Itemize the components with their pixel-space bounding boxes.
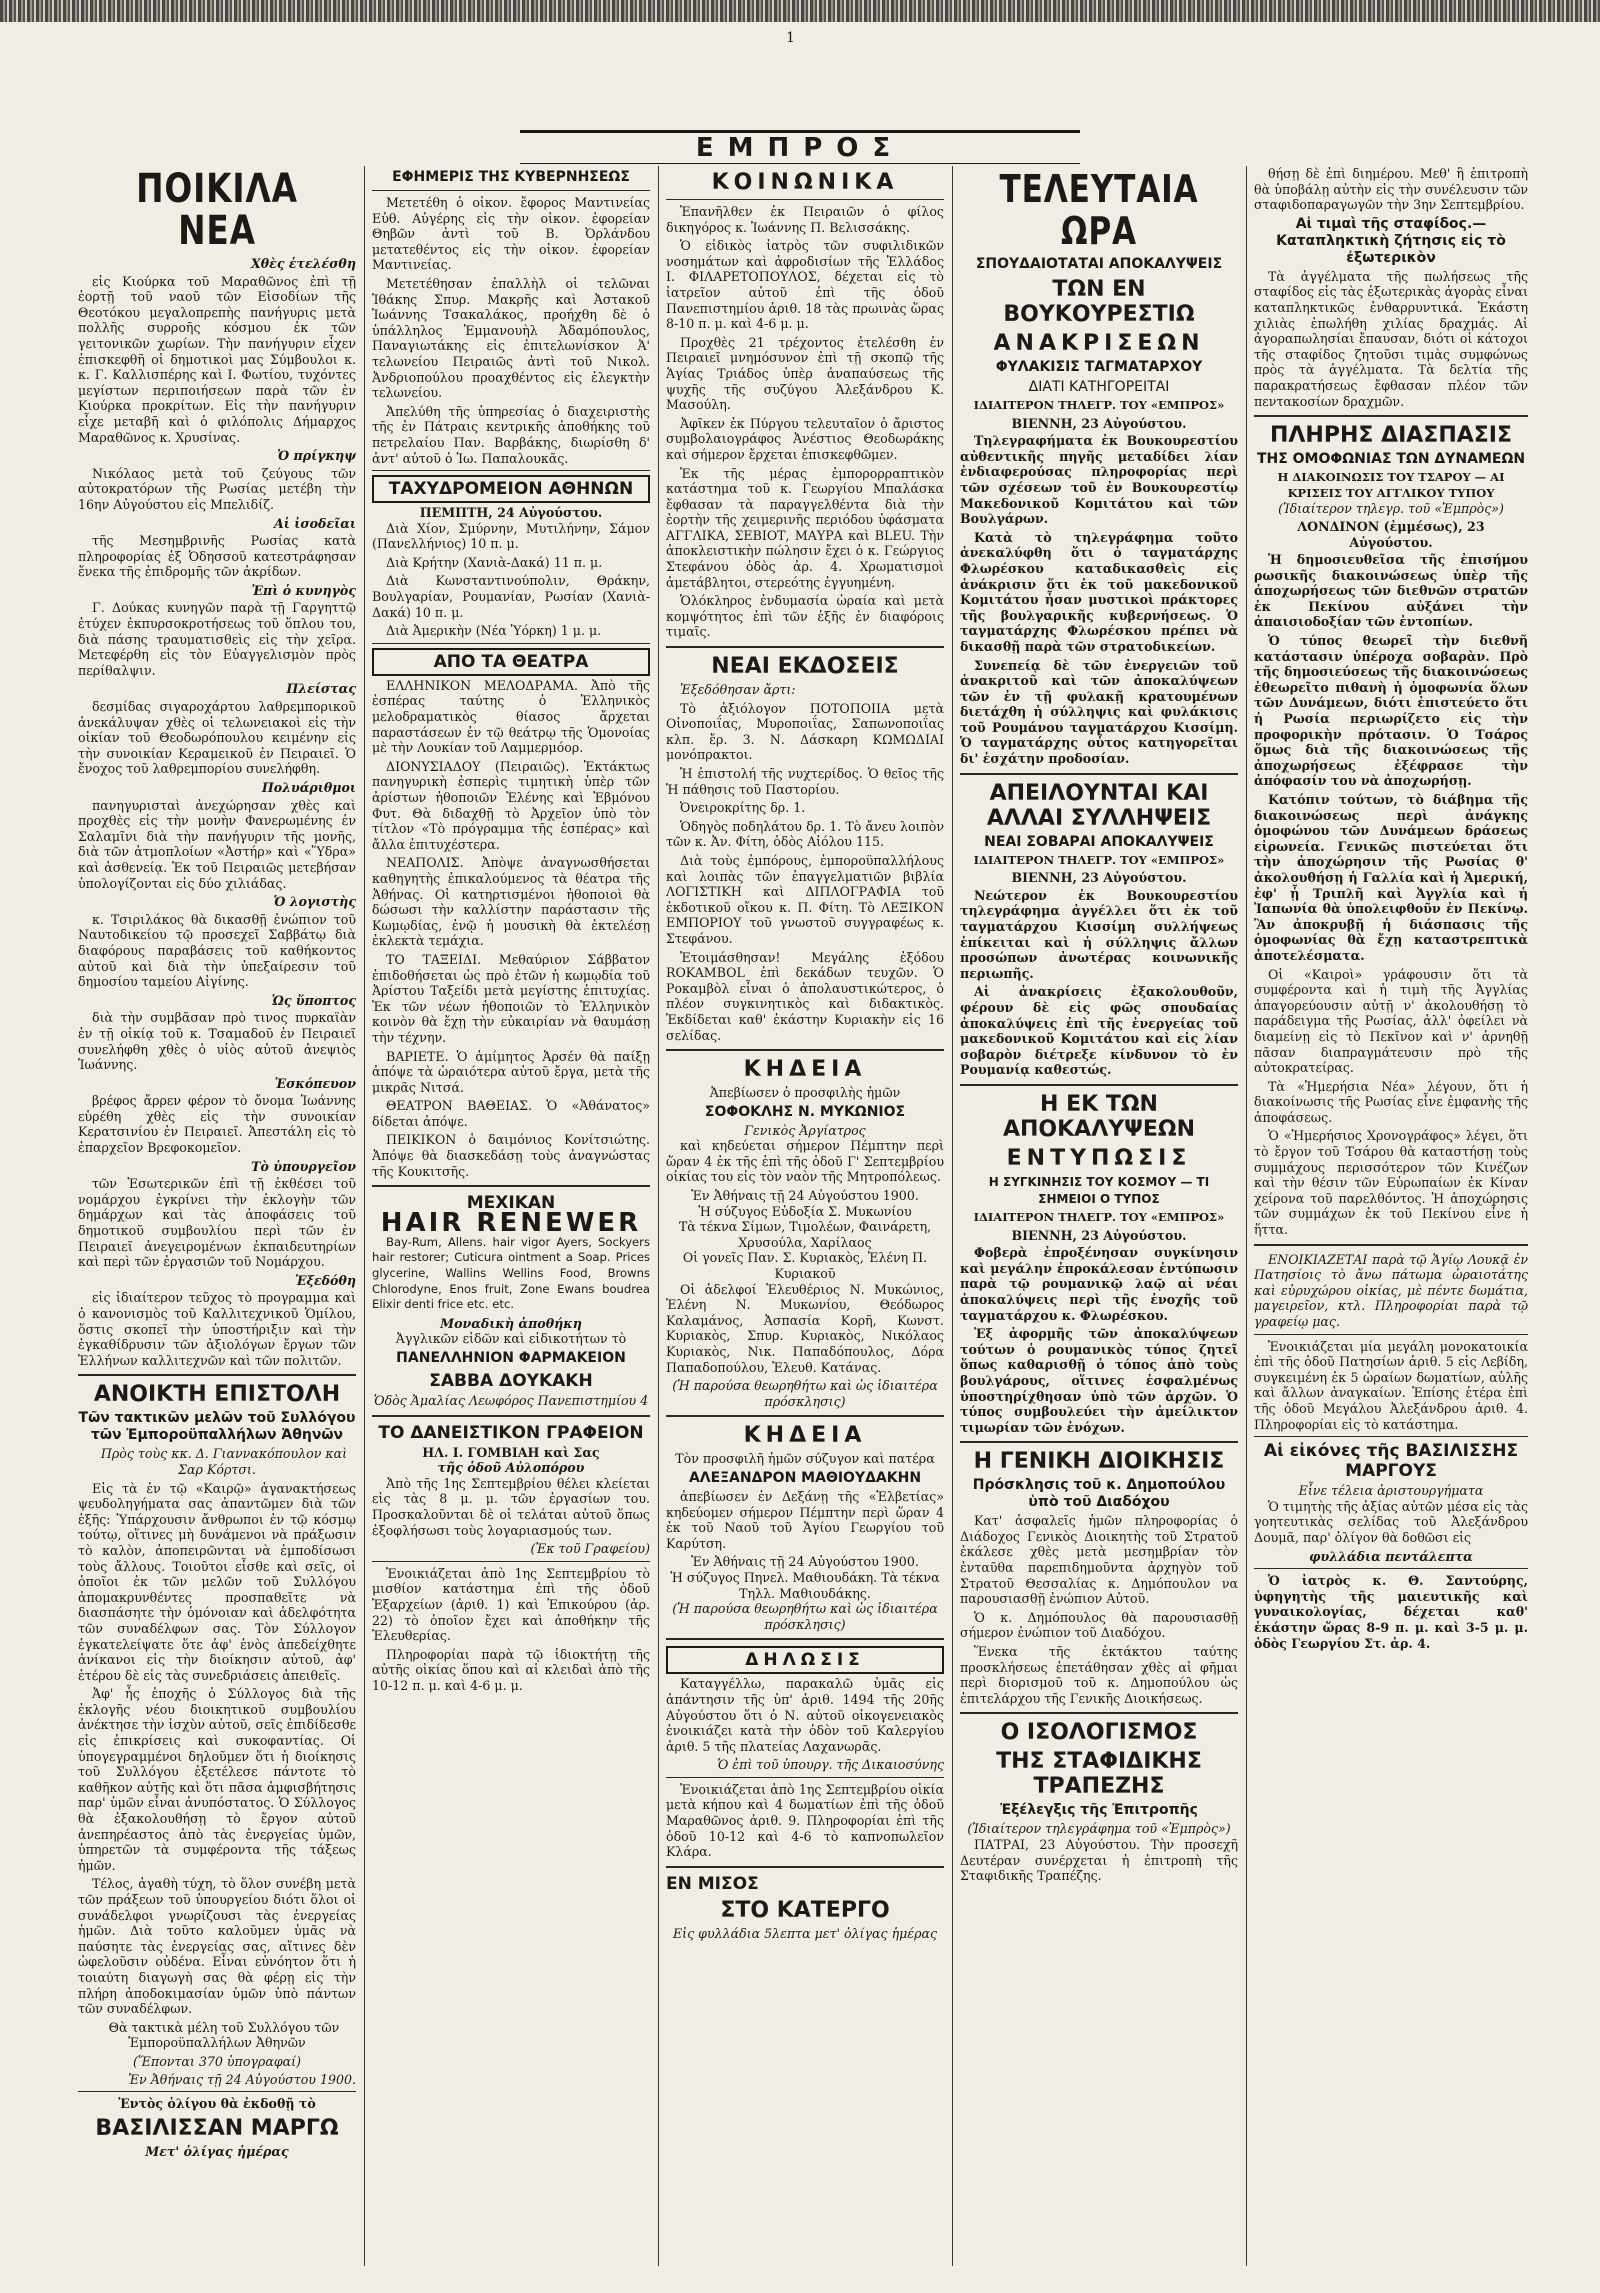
divider bbox=[960, 1712, 1238, 1714]
funeral-line: Ἀπεβίωσεν ὁ προσφιλὴς ἡμῶν bbox=[709, 1085, 901, 1101]
news-paragraph: Τὰ ἀγγέλματα τῆς πωλήσεως τῆς σταφίδος εἰς τὰς ἐξωτερικὰς ἀγορὰς εἶναι καταπληκτικῶς ἐνθαρρυντικά. Ἑκάστη χιλιὰς ἐπωλήθη χιλίας δραχμάς. Αἱ ἀγοραπωλησίαι ἔπαυσαν, διότι οἱ κάτοχοι τῆς σταφίδος ζητοῦσι τιμὰς συμφώνως πρὸς τὰ ἀγγέλματα. Τὰ δελτία τῆς παρακρατήσεως ἔφθασαν πλέον τῶν πεντακοσίων δραχμῶν. bbox=[1254, 268, 1528, 409]
letter-paragraph: Ἀφ' ἧς ἐποχῆς ὁ Σύλλογος διὰ τῆς ἐκλογῆς νέου διοικητικοῦ συμβουλίου ἀνέκτησε τὴν ἰσχὺν αὐτοῦ, σεῖς ἐπιδίδεσθε εἰς ἐπικρίσεις καὶ συκοφαντίας. Οἱ ὑπογεγραμμένοι δηλοῦμεν ὅτι ἡ διοίκησις τοῦ Συλλόγου ἐξετέλεσε πάντοτε τὸ καθῆκον αὐτῆς καὶ ὅτι πᾶσα ἀμφισβήτησις παρ' ὑμῶν εἶναι ἀνυπόστατος. Ὁ Σύλλογος θὰ ἐξακολουθήσῃ τὸ ἔργον αὐτοῦ ἀνεπηρέαστος ἀπὸ τὰς ἐνεργείας ὑμῶν, ὑπηρετῶν τὰ συμφέροντα τῆς τάξεως ἡμῶν. bbox=[78, 1686, 356, 1873]
ad-owner: ΣΑΒΒΑ ΔΟΥΚΑΚΗ bbox=[429, 1371, 593, 1391]
funeral-note: (Ἡ παρούσα θεωρηθήτω καὶ ὡς ἰδιαιτέρα πρόσκλησις) bbox=[672, 1601, 938, 1632]
ad-brand: HAIR RENEWER bbox=[380, 1208, 642, 1239]
item-heading: Ἐσκόπευον bbox=[274, 1075, 356, 1091]
news-paragraph: διὰ τὴν συμβᾶσαν πρὸ τινος πυρκαϊὰν ἐν τῇ οἰκίᾳ τοῦ κ. Τσαμαδοῦ ἐν Πειραιεῖ συνελήφθη χθὲς ὁ υἱὸς αὐτοῦ ἀνεψιὸς Ἰωάννης. bbox=[78, 1010, 356, 1073]
funeral-family: Ἡ σύζυγος Πηνελ. Μαθιουδάκη. Τὰ τέκνα Τηλλ. Μαθιουδάκης. bbox=[670, 1569, 940, 1601]
headline: Ἐξέλεγξις τῆς Ἐπιτροπῆς bbox=[1000, 1802, 1198, 1819]
news-paragraph: Γ. Δούκας κυνηγῶν παρὰ τῇ Γαργηττῷ ἐτύχεν ἐκπυρσοκροτήσεως τοῦ ὅπλου του, διὰ πάσης τραυματισθεὶς εἰς τὴν χεῖρα. Μετεφέρθη εἰς τὸν Εὐαγγελισμὸν πρὸς περίθαλψιν. bbox=[78, 600, 356, 678]
headline: ΕΝΤΥΠΩΣΙΣ bbox=[1006, 1145, 1192, 1171]
divider bbox=[960, 773, 1238, 775]
news-paragraph: Κατὰ τὸ τηλεγράφημα τοῦτο ἀνεκαλύφθη ὅτι ὁ ταγματάρχης Φλωρέσκου καταδικασθεὶς εἰς ἀνάκρισιν ὅτι ἐκ τοῦ μακεδονικοῦ Κομιτάτου ἦσαν μυστικοὶ πράκτορες τῆς βουλγαρικῆς κυβερνήσεως. Ὁ ταγματάρχης Φλωρέσκου πρέπει νὰ δικασθῇ παρὰ τῶν στρατοδικείων. bbox=[960, 529, 1238, 654]
section-title-social: ΚΟΙΝΩΝΙΚΑ bbox=[711, 170, 899, 195]
news-paragraph: εἰς Κιούρκα τοῦ Μαραθῶνος ἐπὶ τῇ ἑορτῇ τοῦ ναοῦ τῶν Εἰσοδίων τῆς Θεοτόκου μεγαλοπρεπὴς πανήγυρις μετὰ πολλῆς συρροῆς κόσμου ἐκ τῶν γειτονικῶν χωρίων. Τὴν πανήγυριν εἶχεν ἐπισκεφθῆ οἱ δημοτικοὶ μας Σύμβουλοι κ. κ. Γ. Καλλισπέρης καὶ Ι. Φωτίου, τυχόντες μεγίστων περιποιήσεων παρὰ τῶν ἐν Κιούρκα προκρίτων. Εἰς τὴν πανήγυριν εἶχε μεταβῆ καὶ ὁ φιλόπολις Δήμαρχος Μαραθῶνος κ. Χρυσίνας. bbox=[78, 273, 356, 445]
divider bbox=[666, 1638, 944, 1640]
promo-note: Εἰς φυλλάδια 5λεπτα μετ' ὀλίγας ἡμέρας bbox=[672, 1925, 938, 1941]
divider bbox=[78, 1374, 356, 1376]
letter-signers: Θὰ τακτικὰ μέλη τοῦ Συλλόγου τῶν Ἐμποροϋπαλλήλων Ἀθηνῶν bbox=[108, 2019, 340, 2051]
headline: ΝΕΑΙ ΣΟΒΑΡΑΙ ΑΠΟΚΑΛΥΨΕΙΣ bbox=[984, 833, 1214, 850]
promo-title: Αἱ εἰκόνες τῆς ΒΑΣΙΛΙΣΣΗΣ ΜΑΡΓΟΥΣ bbox=[1263, 1441, 1519, 1482]
divider bbox=[1254, 1568, 1528, 1569]
headline: Η ΣΥΓΚΙΝΗΣΙΣ ΤΟΥ ΚΟΣΜΟΥ — ΤΙ ΣΗΜΕΙΟΙ Ο ΤΥΠΟΣ bbox=[988, 1174, 1210, 1206]
classified-ad: ΕΝΟΙΚΙΑΖΕΤΑΙ παρὰ τῷ Ἁγίῳ Λουκᾷ ἐν Πατησίοις τὸ ἄνω πάτωμα ὡραιοτάτης καὶ εὐρυχώρου οἰκίας, μὲ πέντε δωμάτια, μαγειρεῖον, κτλ. Πληροφορίαι παρὰ τῷ γραφείῳ μας. bbox=[1254, 1251, 1528, 1329]
classified-ad: Ἐνοικιάζεται μία μεγάλη μονοκατοικία ἐπὶ τῆς ὁδοῦ Πατησίων ἀριθ. 5 εἰς Λεβίδη, συγκειμένη ἐκ 5 ὡραίων δωματίων, αὐλῆς καὶ ἄλλων ἀναγκαίων. Ἐπίσης ἑτέρα ἐπὶ τῆς ὁδοῦ Μεγάλου Ἀλεξάνδρου ἀριθ. 4. Πληροφορίαι εἰς τὸ κατάστημα. bbox=[1254, 1338, 1528, 1432]
funeral-date: Ἐν Ἀθήναις τῇ 24 Αὐγούστου 1900. bbox=[691, 1188, 919, 1204]
news-paragraph: ΠΑΤΡΑΙ, 23 Αὐγούστου. Τὴν προσεχῆ Δευτέραν συνέρχεται ἡ ἐπιτροπὴ τῆς Σταφιδικῆς Τραπέζης. bbox=[960, 1837, 1238, 1884]
ad-address: Ὁδὸς Ἀμαλίας Λεωφόρος Πανεπιστημίου 4 bbox=[373, 1393, 649, 1408]
section-title-poikila: ΠΟΙΚΙΛΑ ΝΕΑ bbox=[136, 166, 298, 254]
letter-date: Ἐν Ἀθήναις τῇ 24 Αὐγούστου 1900. bbox=[128, 2071, 356, 2087]
declaration-title: ΔΗΛΩΣΙΣ bbox=[666, 1646, 944, 1674]
divider bbox=[1254, 1436, 1528, 1437]
divider bbox=[666, 199, 944, 200]
divider bbox=[372, 1561, 650, 1562]
newspaper-page bbox=[78, 166, 1528, 2266]
news-paragraph: Ὁ κ. Δημόπουλος θὰ παρουσιασθῇ σήμερον ἐνώπιον τοῦ Διαδόχου. bbox=[960, 1609, 1238, 1641]
dateline: ΒΙΕΝΝΗ, 23 Αὐγούστου. bbox=[1011, 870, 1187, 886]
funeral-paragraph: Οἱ ἀδελφοί Ἐλευθέριος Ν. Μυκώνιος, Ἑλένη Ν. Μυκωνίου, Θεόδωρος Καλαμάνος, Ἀσπασία Κορῆ, Κωνστ. Κυριακὸς, Σπυρ. Κυριακὸς, Νικόλαος Κυριακὸς, Νικ. Παπαδόπουλος, Δόρα Παπαδοπούλου, Ἐλευθ. Κατάνας. bbox=[666, 1281, 944, 1375]
item-heading: Ὁ πρίγκηψ bbox=[277, 448, 356, 464]
headline: ΣΠΟΥΔΑΙΟΤΑΤΑΙ ΑΠΟΚΑΛΥΨΕΙΣ bbox=[975, 256, 1223, 272]
letter-subtitle: Τῶν τακτικῶν μελῶν τοῦ Συλλόγου τῶν Ἐμποροϋπαλλήλων Ἀθηνῶν bbox=[78, 1410, 356, 1444]
wire-source: ΙΔΙΑΙΤΕΡΟΝ ΤΗΛΕΓΡ. ΤΟΥ «ΕΜΠΡΟΣ» bbox=[973, 1209, 1225, 1224]
column-4 bbox=[960, 166, 1238, 2266]
theatre-paragraph: ΒΑΡΙΕΤΕ. Ὁ ἀμίμητος Ἀρσέν θὰ παίξῃ ἀπόψε τὰ ὡραιότερα αὐτοῦ ἔργα, μετὰ τῆς μικρᾶς Νιτσά. bbox=[372, 1048, 650, 1095]
column-rule bbox=[658, 166, 659, 2266]
headline: Η ΓΕΝΙΚΗ ΔΙΟΙΚΗΣΙΣ bbox=[973, 1449, 1225, 1475]
news-paragraph: Ἕνεκα τῆς ἐκτάκτου ταύτης προσκλήσεως ἐπετάθησαν χθὲς αἱ φῆμαι περὶ διορισμοῦ τοῦ κ. Δημοπούλου ὡς ἐπιτελάρχου τῆς Γενικῆς Διοικήσεως. bbox=[960, 1644, 1238, 1706]
classified-ad: Πληροφορίαι παρὰ τῷ ἰδιοκτήτῃ τῆς αὐτῆς οἰκίας ὅπου καὶ αἱ κλειδαὶ ἀπὸ τῆς 10-12 π. μ. καὶ 4-6 μ. μ. bbox=[372, 1646, 650, 1693]
news-paragraph: Ἐξ ἀφορμῆς τῶν ἀποκαλύψεων τούτων ὁ ρουμανικὸς τύπος ζητεῖ ὅπως καθαρισθῇ ὁ τόπος ἀπὸ τοὺς βουλγάρους, οἵτινες ἐσφαλμένως ὑποστηρίχθησαν ὑπὸ τῶν ἀρχῶν. Ὁ τύπος συμβουλεύει τὴν ἀμείλικτον τιμωρίαν τῶν ἐνόχων. bbox=[960, 1326, 1238, 1435]
headline: Η ΕΚ ΤΩΝ ΑΠΟΚΑΛΥΨΕΩΝ bbox=[1002, 1091, 1195, 1142]
column-rule bbox=[1246, 166, 1247, 2266]
ad-subtitle: ΗΛ. Ι. ΓΟΜΒΙΑΗ καὶ Σας bbox=[422, 1444, 600, 1460]
news-paragraph: πανηγυρισταὶ ἀνεχώρησαν χθὲς καὶ προχθὲς εἰς τὴν μονὴν Φανερωμένης ἐν Σαλαμῖνι διὰ τὴν πανήγυριν τῆς μονῆς, διὰ τῶν ἀτμοπλοίων «Ἀστήρ» καὶ «Ὕδρα» καὶ ἀσθενείᾳ. Ἐκ τοῦ Πειραιῶς μετεβήσαν ὑπολογίζονται εἰς δύο χιλιάδας. bbox=[78, 797, 356, 891]
column-rule bbox=[364, 166, 365, 2266]
divider bbox=[1254, 1244, 1528, 1246]
news-paragraph: κ. Τσιριλάκος θὰ δικασθῇ ἐνώπιον τοῦ Ναυτοδικείου τῷ προσεχεῖ Σαββάτῳ διὰ διαφόρους παραβάσεις τοῦ καθήκοντος αὐτοῦ καὶ διὰ τὴν ὑπεξαίρεσιν τοῦ δημοσίου ταμείου Αἰγίνης. bbox=[78, 911, 356, 990]
wire-source: (Ἰδιαίτερον τηλεγράφημα τοῦ «Ἐμπρὸς») bbox=[967, 1821, 1231, 1837]
ad-title: ΜΕΧΙΚΑΝ bbox=[466, 1193, 556, 1214]
news-paragraph: Μετετέθησαν ἐπαλλὴλ οἱ τελῶναι Ἰθάκης Σπυρ. Μακρῆς καὶ Ἀστακοῦ Ἰωάννης Τσακαλάκος, προήχθη δὲ ὁ ὑπάλληλος Ἐμμανουὴλ Ἀδαμόπουλος, Παναγιωτάκης εἰς ἐπιτελωνίσκον Ἀ' τελωνείου Πειραιῶς ἀντὶ τοῦ Νικολ. Ἀνδριοπούλου προαχθέντος εἰς ἐλεγκτὴν τελωνείου. bbox=[372, 275, 650, 401]
column-1 bbox=[78, 166, 356, 2266]
news-paragraph: Κατόπιν τούτων, τὸ διάβημα τῆς διακοινώσεως περὶ ἀνάγκης ὁμοφώνου τῶν Δυνάμεων δράσεως εἰρωνεία. Γενικῶς πιστεύεται ὅτι τὴν ἀποχώρησιν τῆς Ρωσίας θ' ἀκολουθήσῃ ἡ Γαλλία καὶ ἡ Ἀμερική, ἐφ' ᾗ Τριπλῆ καὶ Ἀγγλία καὶ ἡ Ἰαπωνία θὰ ὑπολειφθοῦν ἐν Πεκίνῳ. Ἂν ἀποκρυβῇ ἡ διάσπασις τῆς ὁμοφωνίας θὰ ἔχῃ καταστρεπτικὰ ἀποτελέσματα. bbox=[1254, 792, 1528, 963]
news-paragraph: Τηλεγραφήματα ἐκ Βουκουρεστίου αὐθεντικῆς πηγῆς μεταδίδει λίαν ἐνδιαφερούσας πληροφορίας περὶ τῶν σχέσεων τοῦ ἐν Βουκουρεστίῳ Μακεδονικοῦ Κομιτάτου καὶ τῶν Βουλγάρων. bbox=[960, 433, 1238, 527]
divider bbox=[78, 2091, 356, 2092]
promo-line: Ἐντὸς ὀλίγου θὰ ἐκδοθῇ τὸ bbox=[118, 2096, 316, 2112]
theatre-paragraph: ΝΕΑΠΟΛΙΣ. Ἀπὸψε ἀναγνωσθήσεται καθηγητὴς ἐπικαλούμενος τὰ θέατρα τῆς Ἀθήνας. Οἱ κατηρτισμένοι ἠθοποιοὶ θὰ δώσωσι τὴν καλλίστην παράστασιν τῆς Κωμῳδίας, ἐνῷ ἡ μουσικὴ θὰ ἐκτελέσῃ ἐκλεκτὰ τεμάχια. bbox=[372, 855, 650, 949]
news-paragraph: Τὰ «Ἡμερήσια Νέα» λέγουν, ὅτι ἡ διακοίνωσις τῆς Ρωσίας εἶνε ἐμφανὴς τῆς ἀποφάσεως. bbox=[1254, 1078, 1528, 1125]
divider bbox=[372, 643, 650, 644]
headline: Η ΔΙΑΚΟΙΝΩΣΙΣ ΤΟΥ ΤΣΑΡΟΥ — ΑΙ ΚΡΙΣΕΙΣ ΤΟΥ ΑΓΓΛΙΚΟΥ ΤΥΠΟΥ bbox=[1277, 470, 1505, 500]
divider bbox=[666, 1866, 944, 1868]
divider bbox=[960, 1441, 1238, 1443]
wire-source: (Ἰδιαίτερον τηλεγρ. τοῦ «Ἐμπρὸς») bbox=[1278, 501, 1504, 517]
promo-title: ΣΤΟ ΚΑΤΕΡΓΟ bbox=[720, 1897, 890, 1923]
social-paragraph: Ὁ εἰδικὸς ἰατρὸς τῶν συφιλιδικῶν νοσημάτων καὶ ἀφροδισίων τῆς Ἑλλάδος Ι. ΦΙΛΑΡΕΤΟΠΟΥΛΟΣ, δέχεται εἰς τὸ ἰατρεῖον αὐτοῦ ἐπὶ τῆς ὁδοῦ Πανεπιστημίου ἀριθ. 18 τὰς πρωινὰς ὥρας 8-10 π. μ. καὶ 4-6 μ. μ. bbox=[666, 238, 944, 332]
editions-paragraph: Διὰ τοὺς ἐμπόρους, ἐμποροϋπαλλήλους καὶ λοιπὰς τῶν ἐπαγγελματιῶν βιβλία ΛΟΓΙΣΤΙΚΗ καὶ ΔΙΠΛΟΓΡΑΦΙΑ τοῦ ἐκδοτικοῦ οἴκου κ. Π. Φίτη. Τὸ ΛΕΞΙΚΟΝ ΕΜΠΟΡΙΟΥ τοῦ γνωστοῦ συγγραφέως κ. Στεφάνου. bbox=[666, 852, 944, 946]
section-title-theatres: ΑΠΟ ΤΑ ΘΕΑΤΡΑ bbox=[372, 648, 650, 676]
divider bbox=[372, 1415, 650, 1417]
divider bbox=[1254, 1334, 1528, 1335]
section-title-open-letter: ΑΝΟΙΚΤΗ ΕΠΙΣΤΟΛΗ bbox=[93, 1382, 341, 1408]
promo-note: φυλλάδια πεντάλεπτα bbox=[1309, 1548, 1473, 1564]
divider bbox=[666, 646, 944, 648]
ad-text: Ἀπὸ τῆς 1ης Σεπτεμβρίου θέλει κλείεται εἰς τὰς 8 μ. μ. τῶν ἐργασίων του. Προσκαλοῦνται δὲ οἱ τελάται αὐτοῦ ὅπως ἐξοφλήσωσι τοὺς λογαριασμούς των. bbox=[372, 1475, 650, 1538]
news-paragraph: Ἀπελύθη τῆς ὑπηρεσίας ὁ διαχειριστὴς τῆς ἐν Πάτραις κεντρικῆς ἀποθήκης τοῦ πετρελαίου Παν. Βαρβάκης, διωρίσθη δ' ἀντ' αὐτοῦ ὁ Ἰω. Παπαλουκᾶς. bbox=[372, 403, 650, 466]
divider bbox=[372, 190, 650, 191]
item-heading: Αἱ ἰσοδεῖαι bbox=[274, 515, 356, 531]
news-paragraph: βρέφος ἄρρεν φέρον τὸ ὄνομα Ἰωάννης εὑρέθη χθὲς εἰς τὴν συνοικίαν Κερατσινίου ἐν Πειραιεῖ. Ἀπεστάλη εἰς τὸ ἐπαρχεῖον Βρεφοκομεῖον. bbox=[78, 1093, 356, 1156]
news-paragraph: Φοβερὰ ἐπροξένησαν συγκίνησιν καὶ μεγάλην ἐπροκάλεσαν ἐντύπωσιν παρὰ τῷ ρουμανικῷ λαῷ αἱ νέαι ἀποκαλύψεις περὶ τῆς ἐνοχῆς τοῦ ταγματάρχου κ. Φλωρέσκου. bbox=[960, 1245, 1238, 1323]
ad-subtitle: τῆς ὁδοῦ Αὐλοπόρου bbox=[437, 1460, 585, 1476]
letter-paragraph: Τέλος, ἀγαθὴ τύχη, τὸ ὅλον συνέβη μετὰ τῶν πράξεων τοῦ ὑπουργείου διότι ὅλοι οἱ συνάδελφοι γνωρίζουσι τὰς ἐνεργείας ἡμῶν. Διὰ τοῦτο καλοῦμεν ὑμᾶς νὰ παύσητε τὰς ἐνεργείας σας, αἵτινες δὲν ὠφελοῦσιν οὐδένα. Εἶναι εὐνόητον ὅτι ἡ τοιαύτη διαγωγὴ σας θὰ φέρῃ εἰς τὴν πλήρη ἀποδοκιμασίαν ὑμῶν ὑπὸ πάντων τῶν συναδέλφων. bbox=[78, 1876, 356, 2017]
divider bbox=[1254, 415, 1528, 417]
news-paragraph: Συνεπείᾳ δὲ τῶν ἐνεργειῶν τοῦ ἀνακριτοῦ καὶ τῶν ἀποκαλύψεων τῶν ἐν τῇ φυλακῇ κρατουμένων διετάχθη ἡ σύλληψις καὶ φυλάκισις τοῦ Ρουμάνου ταγματάρχου Κισσίμη. Ὁ ταγματάρχης οὗτος κατηγορεῖται δι' ἐσχάτην προδοσίαν. bbox=[960, 657, 1238, 767]
funeral-family: Τὰ τέκνα Σίμων, Τιμολέων, Φαινάρετη, Χρυσούλα, Χαρίλαος bbox=[678, 1219, 932, 1250]
item-heading: Ὁ λογιστὴς bbox=[273, 894, 356, 910]
ad-title-loan-office: ΤΟ ΔΑΝΕΙΣΤΙΚΟΝ ΓΡΑΦΕΙΟΝ bbox=[378, 1422, 644, 1443]
funeral-paragraph: καὶ κηδεύεται σήμερον Πέμπτην περὶ ὥραν 4 ἐκ τῆς ἐπὶ τῆς ὁδοῦ Γ' Σεπτεμβρίου οἰκίας του εἰς τὸν ναὸν τῆς Μητροπόλεως. bbox=[666, 1138, 944, 1185]
social-paragraph: Ἐκ τῆς μέρας ἐμπορορραπτικὸν κατάστημα τοῦ κ. Γεωργίου Μπαλάσκα ἔφθασαν τὰ παραγγελθέντα διὰ τὴν ἑορτὴν τῆς χειμερινῆς περιόδου ὑφάσματα ΑΓΓΛΙΚΑ, ΣΕΒΙΟΤ, ΜΑΥΡΑ καὶ BLEU. Τὴν ἀποκλειστικὴν πώλησιν ἔχει ὁ κ. Γεώργιος Στεφάνου ὁδὸς ἀρ. 4. Χρωματισμοὶ ἀμετάβλητοι, στερεότης ἐγγυημένη. bbox=[666, 465, 944, 590]
news-paragraph: Οἱ «Καιροὶ» γράφουσιν ὅτι τὰ συμφέροντα καὶ ἡ τιμὴ τῆς Ἀγγλίας ἀπαγορεύουσιν αὐτῇ ν' ἀκολουθήσῃ τὸ παράδειγμα τῆς Ρωσίας, ἀλλ' ὀφείλει νὰ διαμείνῃ εἰς τὸ Πεκῖνον καὶ ν' ἀρνηθῇ πᾶσαν διαπραγμάτευσιν πρὸ τῆς αὐτοκρατείρας. bbox=[1254, 966, 1528, 1076]
funeral-date: Ἐν Ἀθήναις τῇ 24 Αὐγούστου 1900. bbox=[691, 1554, 919, 1570]
divider bbox=[666, 1777, 944, 1778]
headline: ΤΩΝ ΕΝ ΒΟΥΚΟΥΡΕΣΤΙΩ bbox=[1003, 277, 1195, 327]
promo-subtitle: Εἶνε τέλεια ἀριστουργήματα bbox=[1298, 1483, 1484, 1499]
promo-title: ΕΝ ΜΙΣΟΣ bbox=[666, 1873, 759, 1894]
funeral-paragraph: ἀπεβίωσεν ἐν Δεξάνῃ τῆς «Ἑλβετίας» κηδεύομεν σήμερον Πέμπτην περὶ ὥραν 4 ἐκ τοῦ Ναοῦ τοῦ Ἁγίου Γεωργίου τοῦ Καρύτση. bbox=[666, 1488, 944, 1551]
theatre-paragraph: ΘΕΑΤΡΟΝ ΒΑΘΕΙΑΣ. Ὁ «Ἀθάνατος» δίδεται ἀπόψε. bbox=[372, 1098, 650, 1129]
funeral-title: ΚΗΔΕΙΑ bbox=[743, 1057, 867, 1083]
dateline: ΛΟΝΔΙΝΟΝ (ἐμμέσως), 23 Αὐγούστου. bbox=[1297, 518, 1485, 550]
theatre-paragraph: ΕΛΛΗΝΙΚΟΝ ΜΕΛΟΔΡΑΜΑ. Ἀπὸ τῆς ἑσπέρας ταύτης ὁ Ἑλληνικὸς μελοδραματικὸς θίασος ἄρχεται παραστάσεων ἐν τῷ θεάτρῳ τῆς Ὁμονοίας μὲ τὴν Λουκίαν τοῦ Λαμμερμόορ. bbox=[372, 677, 650, 756]
page-mark: 1 bbox=[786, 30, 795, 46]
headline: Αἱ τιμαὶ τῆς σταφίδος.— Καταπληκτικὴ ζήτησις εἰς τὸ ἐξωτερικὸν bbox=[1276, 215, 1506, 266]
news-paragraph: δεσμίδας σιγαροχάρτου λαθρεμπορικοῦ ἀνεκάλυψαν χθὲς οἱ τελωνειακοὶ εἰς τὴν οἰκίαν τοῦ Θεοδωρόπουλου κειμένην εἰς τὴν συνοικίαν Κεραμεικοῦ ἐν Πειραιεῖ. Ὁ ἔνοχος τοῦ λαθρεμπορίου συνελήφθη. bbox=[78, 699, 356, 777]
dateline: ΒΙΕΝΝΗ, 23 Αὐγούστου. bbox=[1011, 1227, 1187, 1243]
post-line: Διὰ Χίον, Σμύρνην, Μυτιλήνην, Σάμον (Πανελλήνιος) 10 π. μ. bbox=[372, 520, 650, 552]
item-heading: Πλείστας bbox=[286, 681, 356, 697]
editions-paragraph: Ἡ ἐπιστολή τῆς νυχτερίδος. Ὁ θεῖος τῆς Ἡ πάθησις τοῦ Παστορίου. bbox=[666, 766, 944, 797]
funeral-title: ΚΗΔΕΙΑ bbox=[743, 1423, 867, 1449]
news-paragraph: θήσῃ δὲ ἐπὶ διημέρου. Μεθ' ἣ ἐπιτροπὴ θὰ ὑποβάλῃ αὐτὴν εἰς τὴν συνέλευσιν τῶν σταφιδοπαραγωγῶν τὴν 3ην Σεπτεμβρίου. bbox=[1254, 166, 1528, 213]
item-heading: Τὸ ὑπουργεῖον bbox=[251, 1158, 356, 1174]
headline: ΑΝΑΚΡΙΣΕΩΝ bbox=[993, 331, 1205, 356]
ad-signature: (Ἐκ τοῦ Γραφείου) bbox=[530, 1541, 650, 1557]
dateline: ΒΙΕΝΝΗ, 23 Αὐγούστου. bbox=[1011, 415, 1187, 431]
ad-text: Bay-Rum, Allens. hair vigor Ayers, Sockyers hair restorer; Cuticura ointment a Soap. Prices glycerine, Wallins Wellins Food, Browns Chlorodyne, Enos fruit, Zone Ewans boudrea Elixir denti frice etc. etc. bbox=[372, 1234, 650, 1312]
wire-source: ΙΔΙΑΙΤΕΡΟΝ ΤΗΛΕΓΡ. ΤΟΥ «ΕΜΠΡΟΣ» bbox=[973, 852, 1225, 867]
letter-paragraph: Εἰς τὰ ἐν τῷ «Καιρῷ» ἀγανακτήσεως ψευδοληγήματα σας ἀπαντῶμεν διὰ τῶν ἑξῆς: Ὑπάρχουσιν ἄνθρωποι ἐν τῷ κόσμῳ τούτῳ, οἵτινες μὴ δυνάμενοι νὰ πράξωσιν τὸ καλὸν, ἀποπειρῶνται νὰ ἐμποδίσωσι τοὺς ἄλλους. Τοιοῦτοι εἶσθε καὶ σεῖς, οἱ ὁποῖοι ἐκ τῶν μελῶν τοῦ Συλλόγου ἀπομακρυνθέντες προσπαθεῖτε νὰ διασπάσητε τὴν ὁμόνοιαν καὶ ἀδελφότητα τῶν συναδέλφων σας. Τὸν Σύλλογον ἐγκατελείψατε ὅτε ἀφ' ἑνὸς ἀπεδείχθητε ἀνίκανοι εἰς τὴν διοίκησιν αὐτοῦ, ἀφ' ἑτέρου δὲ εἰς τὰς συνεδριάσεις ἀπειθεῖς. bbox=[78, 1480, 356, 1683]
headline: ΤΗΣ ΟΜΟΦΩΝΙΑΣ ΤΩΝ ΔΥΝΑΜΕΩΝ bbox=[1256, 451, 1526, 468]
headline: ΔΙΑΤΙ ΚΑΤΗΓΟΡΕΙΤΑΙ bbox=[1028, 379, 1170, 395]
item-heading: Ἐξεδόθη bbox=[294, 1272, 356, 1288]
newspaper-masthead: ΕΜΠΡΟΣ bbox=[520, 130, 1080, 164]
section-title-gazette: ΕΦΗΜΕΡΙΣ ΤΗΣ ΚΥΒΕΡΝΗΣΕΩΣ bbox=[392, 169, 630, 185]
promo-title: ΒΑΣΙΛΙΣΣΑΝ ΜΑΡΓΩ bbox=[95, 2115, 339, 2141]
divider bbox=[960, 1084, 1238, 1086]
funeral-line: Τὸν προσφιλῆ ἡμῶν σύζυγον καὶ πατέρα bbox=[675, 1451, 935, 1467]
promo-note: Μετ' ὀλίγας ἡμέρας bbox=[145, 2143, 289, 2159]
item-heading: Ὡς ὕποπτος bbox=[271, 992, 356, 1008]
headline: ΦΥΛΑΚΙΣΙΣ ΤΑΓΜΑΤΑΡΧΟΥ bbox=[995, 359, 1203, 375]
social-paragraph: Ὁλόκληρος ἐνδυμασία ὡραία καὶ μετὰ κομψότητος ἐπὶ τῶν ἑξῆς ἐν διαφόροις τιμαῖς. bbox=[666, 593, 944, 640]
divider bbox=[372, 1185, 650, 1187]
post-date: ΠΕΜΠΤΗ, 24 Αὐγούστου. bbox=[419, 505, 603, 521]
news-paragraph: Ἡ δημοσιευθεῖσα τῆς ἐπισήμου ρωσικῆς διακοινώσεως ὑπὲρ τῆς ἀποχωρήσεως τῶν διεθνῶν στρατῶν ἐκ Πεκίνου αὐξάνει τὴν ἀπαισιοδοξίαν τῶν ἐντοπίων. bbox=[1254, 552, 1528, 630]
editions-paragraph: Τὸ ἀξιόλογον ΠΟΤΟΠΟΙΙΑ μετὰ Οἰνοποιΐας, Μυροποιΐας, Σαπωνοποιΐας κλπ. ἔρ. 3. Ν. Δάσκαρη ΚΩΜΩΔΙΑΙ μονόπρακτοι. bbox=[666, 700, 944, 763]
section-title-post-office: ΤΑΧΥΔΡΟΜΕΙΟΝ ΑΘΗΝΩΝ bbox=[372, 475, 650, 503]
section-title-new-editions: ΝΕΑΙ ΕΚΔΟΣΕΙΣ bbox=[711, 654, 899, 680]
ad-pharmacy: ΠΑΝΕΛΛΗΝΙΟΝ ΦΑΡΜΑΚΕΙΟΝ bbox=[396, 1350, 626, 1366]
funeral-name: ΑΛΕΞΑΝΔΡΟΝ ΜΑΘΙΟΥΔΑΚΗΝ bbox=[688, 1469, 922, 1486]
headline: Ο ΙΣΟΛΟΓΙΣΜΟΣ bbox=[1000, 1720, 1198, 1746]
section-title-last-hour: ΤΕΛΕΥΤΑΙΑ ΩΡΑ bbox=[999, 167, 1199, 253]
news-paragraph: Κατ' ἀσφαλεῖς ἡμῶν πληροφορίας ὁ Διάδοχος Γενικὸς Διοικητὴς τοῦ Στρατοῦ ἐκάλεσε χθὲς μετὰ μεσημβρίαν τὸν ἐνταῦθα παρεπιδημοῦντα ἀρχηγὸν τοῦ Στρατοῦ Θεσσαλίας κ. Δημόπουλον να παρουσιασθῇ ἐνώπιον Αὐτοῦ. bbox=[960, 1513, 1238, 1607]
theatre-paragraph: ΔΙΟΝΥΣΙΑΔΟΥ (Πειραιῶς). Ἐκτάκτως πανηγυρικὴ ἐσπερὶς τιμητικὴ ὑπὲρ τῶν ἀρίστων ἠθοποιῶν Ἑλένης καὶ Ἐβμόνου Φυτ. Θὰ διδαχθῇ τὸ Ἀρχεῖον ὑπὸ τὸν τίτλον «Τὸ πρόγραμμα τῆς ἑσπέρας» καὶ ἄλλα ἐπιτυχέστερα. bbox=[372, 758, 650, 852]
divider bbox=[372, 470, 650, 471]
item-heading: Ἐπὶ ὁ κυνηγὸς bbox=[251, 582, 356, 598]
column-3 bbox=[666, 166, 944, 2266]
news-paragraph: Ὁ «Ἡμερήσιος Χρονογράφος» λέγει, ὅτι τὸ ἔργον τοῦ Τσάρου θὰ καταστήσῃ τοὺς συμμάχους περισσότερον τῶν Κινέζων καὶ τὴν θέσιν τῶν Εὐρωπαίων ἐκ Κίναν χείρονα τοῦ παρελθόντος. Ἡ ἀποχώρησις τῶν συμμάχων ἐκ τοῦ Πεκίνου εἶνε ἡ ἥττα. bbox=[1254, 1128, 1528, 1238]
social-paragraph: Ἀφῖκεν ἐκ Πύργου τελευταῖον ὁ ἄριστος συμβολαιογράφος Ἀνέστιος Θεοδωράκης καὶ σήμερον ἔρχεται ἐπισκεφθῶμεν. bbox=[666, 415, 944, 462]
promo-text: Ὁ τιμητὴς τῆς ἀξίας αὐτῶν μέσα εἰς τὰς γοητευτικὰς σελίδας τοῦ Ἀλεξάνδρου Δουμᾶ, παρ' ὀλίγον θὰ δοθῶσι εἰς bbox=[1254, 1498, 1528, 1545]
column-5 bbox=[1254, 166, 1528, 2266]
news-paragraph: Νεώτερον ἐκ Βουκουρεστίου τηλεγράφημα ἀγγέλλει ὅτι ἐκ τοῦ ταγματάρχου Κισσίμη συλλήψεως ἐπίκειται καὶ ἡ σύλληψις ἄλλων προσώπων ἀνωτέρας κοινωνικῆς περιωπῆς. bbox=[960, 887, 1238, 981]
classified-ad: Ἐνοικιάζεται ἀπὸ 1ης Σεπτεμβρίου τὸ μισθίον κατάστημα ἐπὶ τῆς ὁδοῦ Ἐξαρχείων (ἀριθ. 1) καὶ Ἐπικούρου (ἀρ. 22) τὸ ὁποῖον ἔχει καὶ ἀποθήκην τῆς Ἐλευθερίας. bbox=[372, 1565, 650, 1644]
headline: ΤΗΣ ΣΤΑΦΙΔΙΚΗΣ ΤΡΑΠΕΖΗΣ bbox=[996, 1749, 1202, 1800]
social-paragraph: Ἐπανῆλθεν ἐκ Πειραιῶν ὁ φίλος δικηγόρος κ. Ἰωάννης Π. Βελισσάκης. bbox=[666, 204, 944, 235]
editions-paragraph: Ὀνειροκρίτης δρ. 1. bbox=[680, 800, 806, 816]
funeral-name: ΣΟΦΟΚΛΗΣ Ν. ΜΥΚΩΝΙΟΣ bbox=[704, 1103, 906, 1120]
divider bbox=[666, 1415, 944, 1417]
editions-paragraph: Ὁδηγὸς ποδηλάτου δρ. 1. Τὸ ἄνευ λοιπὸν τῶν κ. Ἀν. Φίτη, ὁδὸς Αἰόλου 115. bbox=[666, 818, 944, 850]
wire-source: ΙΔΙΑΙΤΕΡΟΝ ΤΗΛΕΓΡ. ΤΟΥ «ΕΜΠΡΟΣ» bbox=[973, 398, 1225, 412]
news-paragraph: τῶν Ἐσωτερικῶν ἐπὶ τῇ ἐκθέσει τοῦ νομάρχου ἐγκρίνει τὴν ἐκλογὴν τῶν δημάρχων καὶ τὰς ἀποφάσεις τοῦ δημοτικοῦ συμβουλίου περὶ τῶν ἐν Πειραιεῖ ἀνεγειρομένων ἐκπαιδευτηρίων καὶ περὶ τῶν ἐργασιῶν τοῦ Νομάρχου. bbox=[78, 1176, 356, 1270]
funeral-note: (Ἡ παρούσα θεωρηθήτω καὶ ὡς ἰδιαιτέρα πρόσκλησις) bbox=[672, 1378, 938, 1409]
post-line: Διὰ Ἀμερικὴν (Νέα Ὑόρκη) 1 μ. μ. bbox=[386, 623, 602, 639]
news-paragraph: τῆς Μεσημβρινῆς Ρωσίας κατὰ πληροφορίας ἐξ Ὀδησσοῦ κατεστράφησαν ἕνεκα τῆς ἐπιδρομῆς τῶν ἀκρίδων. bbox=[78, 533, 356, 580]
column-2 bbox=[372, 166, 650, 2266]
divider bbox=[666, 1049, 944, 1051]
classified-ad: Ἐνοικιάζεται ἀπὸ 1ης Σεπτεμβρίου οἰκία μετὰ κήπου καὶ 4 δωματίων ἐπὶ τῆς ὁδοῦ Μαραθῶνος ἀριθ. 9. Πληροφορίαι ἐπὶ τῆς ὁδοῦ 10-12 καὶ 4-6 τὸ καπνοπωλεῖον Κλάρα. bbox=[666, 1781, 944, 1860]
news-paragraph: Μετετέθη ὁ οἰκον. ἔφορος Μαντινείας Εὐθ. Αὐγέρης εἰς τὴν οἰκον. ἐφορείαν Θηβῶν ἀντὶ τοῦ Β. Ὀρλάνδου μετατεθέντος εἰς τὴν οἰκον. ἐφορείαν Μαντινείας. bbox=[372, 195, 650, 273]
editions-paragraph: Ἐτοιμάσθησαν! Μεγάλης ἐξόδου ROKAMBOL ἐπὶ δεκάδων τευχῶν. Ὁ Ροκαμβὸλ εἶναι ὁ ἀπολαυστικώτερος, ὁ πλέον συγκινητικὸς καὶ διδακτικὸς. Ἐκδίδεται καθ' ἑκάστην Κυριακὴν εἰς 16 σελίδας. bbox=[666, 949, 944, 1043]
letter-addressee: Πρὸς τοὺς κκ. Δ. Γιαννακόπουλον καὶ Σαρ Κόρτσι. bbox=[100, 1446, 348, 1477]
classified-ad: Ὁ ἰατρὸς κ. Θ. Σαντούρης, ὑφηγητὴς τῆς μαιευτικῆς καὶ γυναικολογίας, δέχεται καθ' ἑκάστην ὥρας 8-9 π. μ. καὶ 3-5 μ. μ. ὁδὸς Γεωργίου Στ. ἀρ. 4. bbox=[1254, 1573, 1528, 1651]
funeral-family: Ἡ σύζυγος Εὐδοξία Σ. Μυκωνίου bbox=[698, 1203, 912, 1219]
theatre-paragraph: ΤΟ ΤΑΞΕΙΔΙ. Μεθαύριον Σάββατον ἐπιδοθήσεται ὡς πρὸ ἐτῶν ἡ κωμῳδία τοῦ Ἀρίστου Ταξείδι μετὰ μεγίστης ἐπιτυχίας. Ἐκ τῶν νέων ἠθοποιῶν τὸ Ἑλληνικὸν κοινὸν θὰ ἔχῃ τὴν εὐκαιρίαν νὰ θαυμάσῃ τὴν τέχνην. bbox=[372, 951, 650, 1045]
news-paragraph: Αἱ ἀνακρίσεις ἐξακολουθοῦν, φέρουν δὲ εἰς φῶς σπουδαίας ἀποκαλύψεις ἐπὶ τῆς ἐνεργείας τοῦ μακεδονικοῦ Κομιτάτου καὶ εἰς λίαν σοβαρὸν διέτρεξε κίνδυνον τὸ ἐν Ρουμανίᾳ καθεστώς. bbox=[960, 984, 1238, 1078]
theatre-paragraph: ΠΕΙΚΙΚΟΝ ὁ δαιμόνιος Κονίτσιώτης. Ἀπόψε θὰ διασκεδάσῃ τοὺς ἀναγνώστας τῆς Κουκιτσῆς. bbox=[372, 1132, 650, 1179]
news-paragraph: εἰς ἰδιαίτερον τεῦχος τὸ προγραμμα καὶ ὁ κανονισμὸς τοῦ Καλλιτεχνικοῦ Ὁμίλου, ὅστις σκοπεῖ τὴν ὑποστήριξιν καὶ τὴν ἐγκαθίδρυσιν τῶν ἀξιολόγων ἔργων τῶν Ἑλλήνων καλλιτεχνῶν καὶ τῶν πολιτῶν. bbox=[78, 1290, 356, 1368]
headline: Πρόσκλησις τοῦ κ. Δημοπούλου ὑπὸ τοῦ Διαδόχου bbox=[972, 1477, 1226, 1511]
news-paragraph: Νικόλαος μετὰ τοῦ ζεύγους τῶν αὐτοκρατόρων τῆς Ρωσίας μετέβη τὴν 16ην Αὐγούστου εἰς Μπελιδίζ. bbox=[78, 465, 356, 512]
funeral-family: Οἱ γονεῖς Παν. Σ. Κυριακὸς, Ἑλένη Π. Κυριακοῦ bbox=[682, 1250, 928, 1282]
declaration-signature: Ὁ ἐπὶ τοῦ ὑπουργ. τῆς Δικαιοσύνης bbox=[717, 1757, 944, 1773]
item-heading: Χθὲς ἑτελέσθη bbox=[251, 256, 356, 271]
headline: ΑΠΕΙΛΟΥΝΤΑΙ ΚΑΙ ΑΛΛΑΙ ΣΥΛΛΗΨΕΙΣ bbox=[986, 780, 1212, 831]
ad-line: Ἀγγλικῶν εἰδῶν καὶ εἰδικοτήτων τὸ bbox=[395, 1331, 627, 1347]
news-paragraph: Ὁ τύπος θεωρεῖ τὴν διεθνῆ κατάστασιν ὑπέροχα σοβαρὰν. Πρὸ τῆς δημοσιεύσεως τῆς διακοινώσεως ἐθεωρεῖτο πιθανὴ ἡ ὁμοφωνία ὅλων τῶν Δυνάμεων, διότι ἐπιστεύετο ὅτι ἡ Ρωσία περιωρίζετο εἰς τὴν προφορικὴν πρότασιν. Ὁ Τσάρος ὅμως διὰ τῆς διακοινώσεως τῆς ἀποχωρήσεως ἐξέφρασε τὴν ἀπόφασίν του νὰ ἀποχωρήσῃ. bbox=[1254, 633, 1528, 789]
post-line: Διὰ Κωνσταντινούπολιν, Θράκην, Βουλγαρίαν, Ρουμανίαν, Ρωσίαν (Χανιὰ-Δακά) 10 π. μ. bbox=[372, 573, 650, 620]
post-line: Διὰ Κρήτην (Χανιὰ-Δακά) 11 π. μ. bbox=[386, 554, 603, 570]
declaration-paragraph: Καταγγέλλω, παρακαλῶ ὑμᾶς εἰς ἀπάντησιν τῆς ὑπ' ἀριθ. 1494 τῆς 20ῆς Αὐγούστου ὅτι ὁ Ν. αὐτοῦ οἰκογενειακὸς ἑνοικιάζει κατὰ τὴν ὁδὸν τοῦ Καλεργίου ἀριθ. 5 τῆς πλατείας Λαχανωρᾶς. bbox=[666, 1676, 944, 1754]
funeral-line: Γενικὸς Ἀργίατρος bbox=[744, 1122, 866, 1138]
column-rule bbox=[952, 166, 953, 2266]
letter-signatures-count: (Ἕπονται 370 ὑπογραφαί) bbox=[132, 2053, 302, 2069]
social-paragraph: Προχθὲς 21 τρέχοντος ἐτελέσθη ἐν Πειραιεῖ μνημόσυνον ἐπὶ τῇ σκοπῷ τῆς Ἁγίας Τριάδος ὑπὲρ ἀναπαύσεως τῆς ψυχῆς τῆς συζύγου Ἀλεξάνδρου Κ. Μασούλη. bbox=[666, 334, 944, 413]
scan-edge-band bbox=[0, 0, 1600, 22]
ad-subtitle: Μοναδικὴ ἀποθήκη bbox=[440, 1315, 582, 1331]
headline: ΠΛΗΡΗΣ ΔΙΑΣΠΑΣΙΣ bbox=[1269, 423, 1513, 449]
editions-paragraph: Ἐξεδόθησαν ἄρτι: bbox=[680, 682, 796, 698]
item-heading: Πολυάριθμοι bbox=[261, 780, 356, 795]
